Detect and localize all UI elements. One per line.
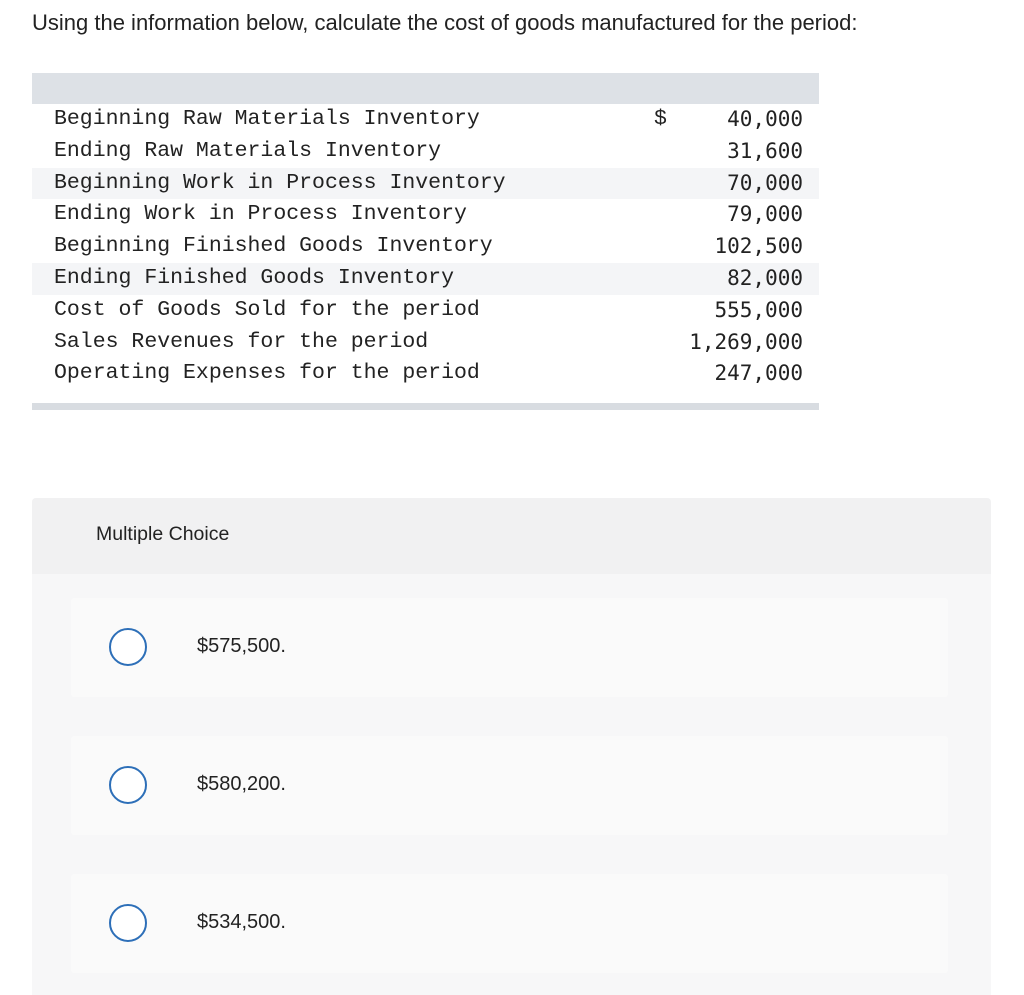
table-header-bar — [32, 73, 819, 104]
row-amount: 79,000 — [727, 202, 803, 227]
row-label: Operating Expenses for the period — [54, 361, 480, 386]
answer-option-label: $534,500. — [197, 911, 286, 933]
table-row — [32, 327, 819, 359]
row-amount: 555,000 — [714, 297, 803, 322]
radio-button-icon[interactable] — [109, 628, 147, 666]
table-row — [32, 231, 819, 263]
table-row — [32, 136, 819, 168]
answer-option-a[interactable] — [71, 598, 948, 697]
row-amount: 1,269,000 — [689, 329, 803, 354]
answer-option-label: $580,200. — [197, 773, 286, 795]
answer-option-label: $575,500. — [197, 635, 286, 657]
table-footer-bar — [32, 403, 819, 410]
row-amount: 31,600 — [727, 138, 803, 163]
table-row — [32, 168, 819, 200]
radio-button-icon[interactable] — [109, 766, 147, 804]
row-label: Beginning Finished Goods Inventory — [54, 234, 493, 259]
row-label: Ending Work in Process Inventory — [54, 202, 467, 227]
radio-button-icon[interactable] — [109, 904, 147, 942]
row-label: Beginning Raw Materials Inventory — [54, 107, 480, 131]
row-label: Beginning Work in Process Inventory — [54, 170, 506, 195]
row-amount: 40,000 — [727, 107, 803, 131]
currency-symbol: $ — [654, 107, 667, 131]
multiple-choice-panel — [32, 498, 991, 995]
table-row — [32, 104, 819, 136]
row-amount: 70,000 — [727, 170, 803, 195]
table-row — [32, 295, 819, 327]
table-row — [32, 263, 819, 295]
row-amount: 247,000 — [714, 361, 803, 386]
table-row — [32, 358, 819, 390]
answer-option-b[interactable] — [71, 736, 948, 835]
question-text: Using the information below, calculate the cost of goods manufactured for the period: — [32, 10, 858, 35]
answer-option-c[interactable] — [71, 874, 948, 973]
row-label: Ending Finished Goods Inventory — [54, 265, 454, 290]
row-amount: 82,000 — [727, 265, 803, 290]
row-label: Sales Revenues for the period — [54, 329, 429, 354]
table-row — [32, 199, 819, 231]
multiple-choice-header — [32, 498, 991, 574]
row-label: Ending Raw Materials Inventory — [54, 138, 442, 163]
inventory-data-table — [32, 104, 819, 390]
row-label: Cost of Goods Sold for the period — [54, 297, 480, 322]
multiple-choice-title: Multiple Choice — [96, 523, 230, 545]
row-amount: 102,500 — [714, 234, 803, 259]
